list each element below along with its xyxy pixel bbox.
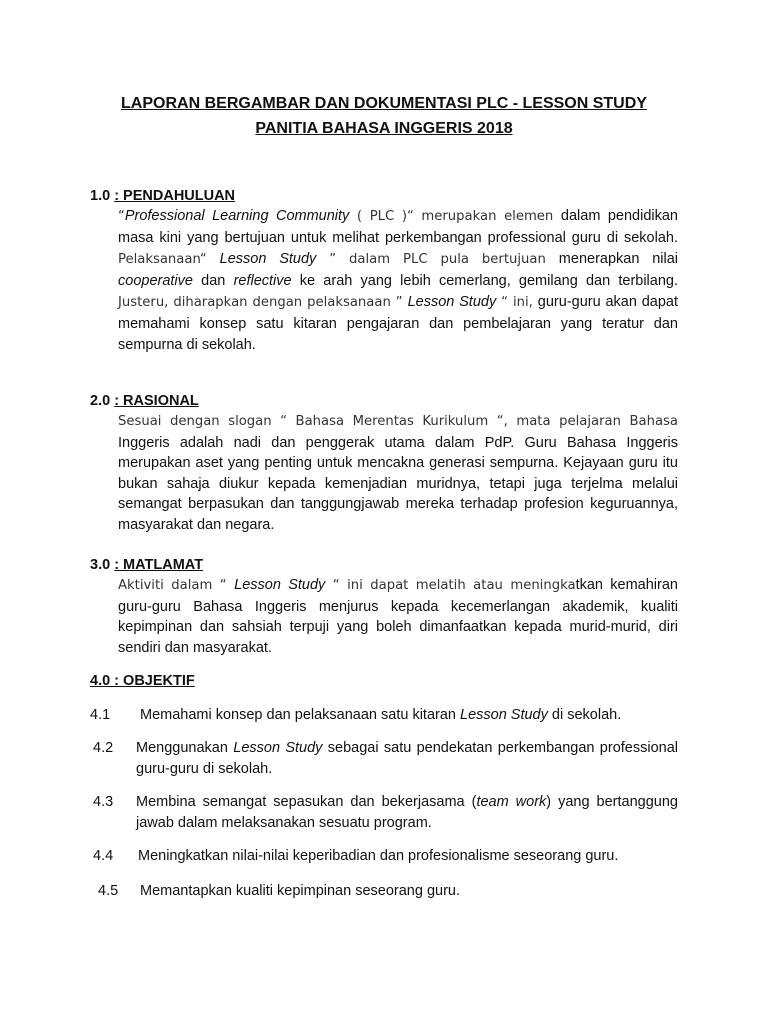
document-title-line-2: PANITIA BAHASA INGGERIS 2018 bbox=[255, 120, 513, 137]
text-run: Sesuai dengan slogan “ Bahasa Merentas Kurikulum “, mata pelajaran Bahasa bbox=[118, 414, 678, 429]
objective-number: 4.3 bbox=[93, 794, 114, 810]
text-run: guru-guru akan dapat memahami konsep satu kitaran pengajaran dan pembelajaran yang teratur dan sempurna di sekolah. bbox=[118, 294, 678, 353]
text-run: menerapkan nilai bbox=[558, 251, 678, 268]
text-run: dalam pendidikan masa kini yang bertujuan untuk melihat perkembangan professional guru di sekolah. bbox=[118, 208, 678, 246]
text-run: ke arah yang lebih cemerlang, gemilang dan terbilang. bbox=[291, 272, 678, 289]
objective-text bbox=[136, 738, 678, 780]
text-run: “ ini dapat melatih atau meningka bbox=[325, 578, 576, 593]
text-run: “ ini, bbox=[496, 295, 538, 311]
text-run: ” dalam PLC pula bertujuan bbox=[316, 252, 559, 268]
objective-text bbox=[140, 705, 682, 726]
objective-text bbox=[136, 792, 678, 834]
section-4-title: 4.0 : OBJEKTIF bbox=[90, 673, 195, 689]
section-1-title: : PENDAHULUAN bbox=[114, 188, 236, 204]
section-1-heading bbox=[90, 186, 235, 206]
section-2-title: : RASIONAL bbox=[114, 393, 199, 409]
quote-mark: “ bbox=[118, 209, 125, 224]
text-run: di sekolah. bbox=[547, 707, 622, 723]
text-run: tkan kemahiran guru-guru Bahasa Inggeris menjurus kepada kecemerlangan akademik, kualiti kepimpinan dan sahsiah terpuji yang boleh dimanfaatkan kepada murid-murid, diri sendiri dan masyarakat. bbox=[118, 577, 678, 656]
emphasis-term: team work bbox=[476, 794, 547, 810]
objective-number: 4.4 bbox=[93, 848, 114, 864]
plc-term: Professional Learning Community bbox=[124, 208, 350, 224]
text-run: ( PLC )“ merupakan elemen bbox=[349, 209, 561, 224]
section-3-title: : MATLAMAT bbox=[114, 557, 204, 573]
objective-number: 4.2 bbox=[93, 740, 114, 756]
section-4-heading bbox=[90, 671, 195, 691]
lesson-study-term: Lesson Study bbox=[219, 251, 317, 268]
reflective-term: reflective bbox=[233, 272, 292, 289]
objective-number: 4.1 bbox=[90, 707, 111, 723]
text-run: dan bbox=[192, 272, 234, 289]
section-2-number: 2.0 bbox=[90, 393, 111, 409]
section-3-paragraph bbox=[118, 575, 678, 658]
text-run: Memantapkan kualiti kepimpinan seseorang guru. bbox=[140, 883, 460, 899]
objective-text bbox=[140, 881, 682, 902]
section-1-paragraph bbox=[118, 206, 678, 355]
cooperative-term: cooperative bbox=[118, 272, 193, 289]
text-run: Justeru, diharapkan dengan pelaksanaan ” bbox=[118, 295, 408, 311]
emphasis-term: Lesson Study bbox=[233, 740, 323, 756]
text-run: Pelaksanaan“ bbox=[118, 252, 220, 268]
text-run: Memahami konsep dan pelaksanaan satu kitaran bbox=[140, 707, 460, 723]
objective-text bbox=[138, 846, 680, 867]
text-run: ) yang bertanggung jawab dalam melaksanakan sesuatu program. bbox=[136, 794, 678, 831]
text-run: Menggunakan bbox=[136, 740, 234, 756]
objective-number: 4.5 bbox=[98, 883, 119, 899]
section-2-paragraph bbox=[118, 411, 678, 536]
section-3-heading bbox=[90, 555, 203, 575]
document-title-line-1: LAPORAN BERGAMBAR DAN DOKUMENTASI PLC - LESSON STUDY bbox=[121, 95, 647, 112]
text-run: Aktiviti dalam “ bbox=[118, 578, 235, 593]
section-1-number: 1.0 bbox=[90, 188, 111, 204]
section-3-number: 3.0 bbox=[90, 557, 111, 573]
text-run: Inggeris adalah nadi dan penggerak utama dalam PdP. Guru Bahasa Inggeris merupakan aset yang penting untuk mencakna generasi sempurna. Kejayaan guru itu bukan sahaja diukur kepada kemenjadian muridnya, tetapi juga terjelma melalui semangat berpasukan dan tanggungjawab mereka terhadap profesion keguruannya, masyarakat dan negara. bbox=[118, 434, 678, 533]
section-2-heading bbox=[90, 391, 199, 411]
text-run: Meningkatkan nilai-nilai keperibadian dan profesionalisme seseorang guru. bbox=[138, 848, 619, 864]
text-run: Membina semangat sepasukan dan bekerjasama ( bbox=[136, 794, 477, 810]
lesson-study-term: Lesson Study bbox=[407, 294, 497, 311]
emphasis-term: Lesson Study bbox=[460, 707, 548, 723]
lesson-study-term: Lesson Study bbox=[234, 577, 326, 593]
text-run: sebagai satu pendekatan perkembangan professional guru-guru di sekolah. bbox=[136, 740, 678, 777]
